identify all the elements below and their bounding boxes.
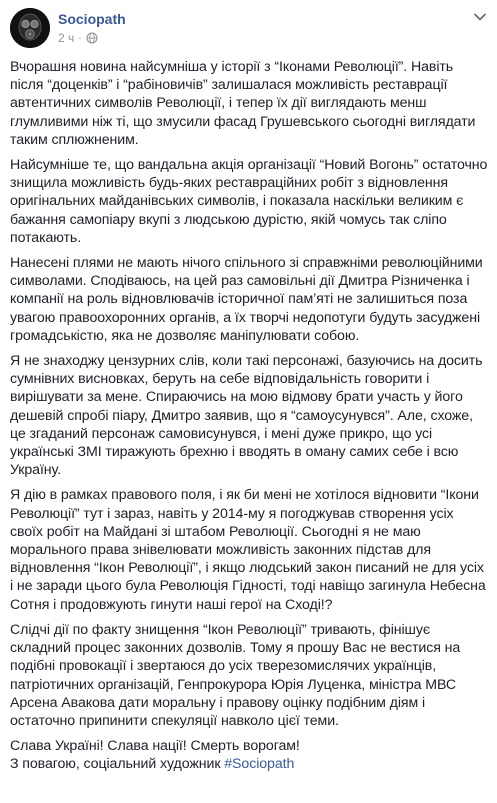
post-header (0, 0, 497, 54)
post-paragraph: Найсумніше те, що вандальна акція організації “Новий Вогонь” остаточно знищила можливість будь-яких реставраційних робіт з відновлення оригінальних майданівських символів, і показала наскільки великим є бажання самопіару вкупі з людською дурістю, якій чомусь так сліпо потакають. (10, 157, 488, 246)
post-paragraph: Я не знаходжу цензурних слів, коли такі персонажі, базуючись на досить сумнівних висновках, беруть на себе відповідальність говорити і вирішувати за мене. Спираючись на мою відмову брати участь у його дешевій спробі піару, Дмитро заявив, що я “самоусунувся”. Але, схоже, це згаданий персонаж самовисунувся, і мені дуже прикро, що усі українські ЗМІ тиражують брехню і вводять в оману самих себе і всю Україну. (10, 353, 483, 479)
signature-text: З повагою, соціальний художник (10, 756, 225, 773)
post-body (10, 58, 490, 774)
post-paragraph: Я дію в рамках правового поля, і як би мені не хотілося відновити “Ікони Революції” тут і зараз, навіть у 2014-му я погоджував створення усіх своїх робіт на Майдані зі штабом Революції. Сьогодні я не маю морального права знівелювати можливість законних підстав для відновлення “Ікон Революції”, і якщо людський закон писаний не для усіх і не заради цього була Революція Гідності, тоді навіщо загинула Небесна Сотня і продовжують гинути наші герої на Сході!? (10, 487, 486, 613)
post-signoff (10, 737, 490, 773)
author-name[interactable]: Sociopath (58, 11, 126, 27)
post-paragraph: Слідчі дії по факту знищення “Ікон Революції” тривають, фінішує складний процес законних дозволів. Тому я прошу Вас не вестися на подібні провокації і звертаюся до усіх тверезомислячих українців, патріотичних організацій, Генпрокурора Юрія Луценка, міністра МВС Арсена Авакова дати моральну і правову оцінку подібним діям і остаточно припинити спекуляції навколо цієї теми. (10, 621, 461, 729)
post-timestamp[interactable]: 2 ч (58, 31, 75, 45)
closing-line: Слава Україні! Слава нації! Смерть ворогам! (10, 738, 300, 755)
chevron-down-icon[interactable] (473, 10, 487, 24)
hashtag-link[interactable]: #Sociopath (224, 756, 295, 773)
post-paragraph: Нанесені плями не мають нічого спільного зі справжніми революційними символами. Сподіваюсь, на цей раз самовільні дії Дмитра Різниченка і компанії на роль відновлювачів історичної пам’яті не залишиться поза увагою правоохоронних органів, а їх творчі недопотуги будуть засуджені громадськістю, яка не дозволяє маніпулювати собою. (10, 255, 483, 344)
gas-mask-avatar-icon (10, 8, 50, 48)
post-meta (58, 31, 98, 45)
separator-dot: · (78, 32, 82, 44)
post-paragraph: Вчорашня новина найсумніша у історії з “Іконами Революції”. Навіть після “доценків” і “рабіновичів” залишалася можливість реставрації автентичних символів Революції, і тепер їх дії виглядають менш глумливими ніж ті, що змусили фасад Грушевського сьогодні виглядати таким сплюжненим. (10, 59, 476, 148)
author-avatar[interactable] (10, 8, 50, 48)
globe-icon[interactable] (86, 32, 98, 44)
signature-line (10, 755, 490, 773)
